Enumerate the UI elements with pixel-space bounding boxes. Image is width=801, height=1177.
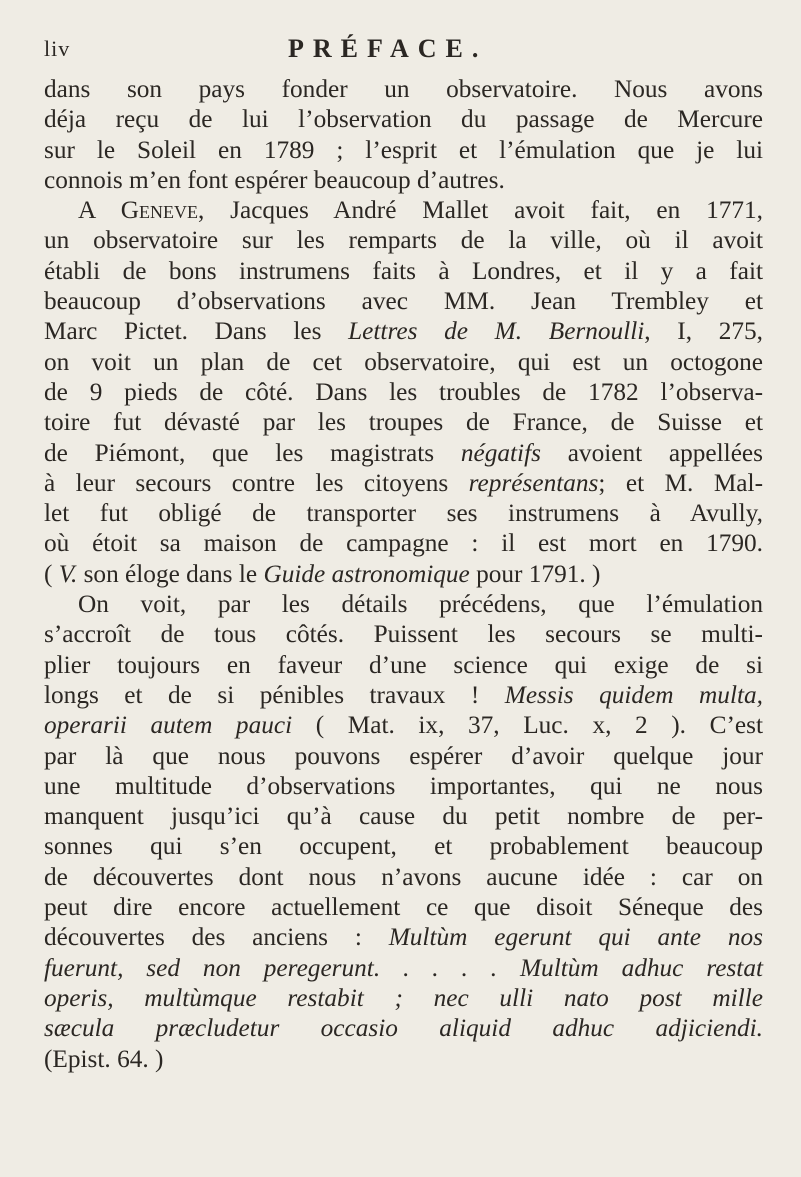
text-line	[44, 953, 763, 983]
text-segment: , Jacques André Mallet avoit fait, en 1771,	[197, 196, 763, 225]
text-segment: (Epist. 64. )	[44, 1044, 164, 1073]
text-segment: déja reçu de lui l’observation du passage de Mercure	[44, 105, 763, 134]
italic-text: Guide astronomique	[263, 559, 470, 588]
body-text	[44, 74, 763, 1074]
text-segment: de 9 pieds de côté. Dans les troubles de 1782 l’observa-	[44, 377, 763, 406]
text-segment: dans son pays fonder un observatoire. Nous avons	[44, 75, 763, 103]
text-line	[44, 1044, 763, 1074]
text-segment: let fut obligé de transporter ses instrumens à Avully,	[44, 499, 763, 528]
text-line	[44, 710, 763, 740]
text-segment: plier toujours en faveur d’une science qui exige de si	[44, 650, 763, 679]
italic-text: operis, multùmque restabit ; nec ulli nato post mille	[44, 983, 763, 1012]
text-segment: sonnes qui s’en occupent, et probablement beaucoup	[44, 832, 763, 861]
text-segment: peut dire encore actuellement ce que disoit Séneque des	[44, 893, 763, 922]
text-segment: pour 1791. )	[469, 559, 601, 588]
text-line	[44, 619, 763, 649]
text-line	[44, 286, 763, 316]
text-line	[44, 256, 763, 286]
text-segment: établi de bons instrumens faits à Londres, et il y a fait	[44, 256, 763, 285]
italic-text: operarii autem pauci	[44, 711, 293, 740]
text-line	[44, 104, 763, 134]
text-line	[44, 862, 763, 892]
text-line	[44, 1013, 763, 1043]
text-line	[44, 528, 763, 558]
text-segment: connois m’en font espérer beaucoup d’autres.	[44, 165, 505, 194]
text-line	[44, 650, 763, 680]
text-line	[44, 559, 763, 589]
text-line	[44, 135, 763, 165]
text-line	[44, 801, 763, 831]
text-segment: avoient appellées	[540, 438, 763, 467]
page-header	[44, 30, 763, 74]
italic-text: V.	[58, 559, 78, 588]
text-segment: manquent jusqu’ici qu’à cause du petit nombre de per-	[44, 802, 763, 831]
text-segment: (	[44, 559, 59, 588]
text-segment: longs et de si pénibles travaux !	[44, 680, 505, 709]
italic-text: Multùm egerunt qui ante nos	[388, 923, 763, 952]
text-line	[44, 741, 763, 771]
text-segment: s’accroît de tous côtés. Puissent les secours se multi-	[44, 620, 763, 649]
text-segment: à leur secours contre les citoyens	[44, 468, 469, 497]
text-segment: une multitude d’observations importantes, qui ne nous	[44, 771, 763, 800]
text-segment: découvertes des anciens :	[44, 923, 389, 952]
text-line	[44, 892, 763, 922]
text-segment: ( Mat. ix, 37, Luc. x, 2 ). C’est	[292, 711, 763, 740]
text-segment: on voit un plan de cet observatoire, qui est un octogone	[44, 347, 763, 376]
text-line	[44, 74, 763, 104]
text-line	[44, 407, 763, 437]
text-line	[44, 831, 763, 861]
text-segment: son éloge dans le	[77, 559, 264, 588]
text-segment: de Piémont, que les magistrats	[44, 438, 461, 467]
text-line	[44, 468, 763, 498]
text-segment: Marc Pictet. Dans les	[44, 317, 349, 346]
italic-text: sæcula præcludetur occasio aliquid adhuc adjiciendi.	[44, 1014, 763, 1043]
page-number: liv	[44, 36, 71, 61]
text-segment: par là que nous pouvons espérer d’avoir quelque jour	[44, 741, 763, 770]
text-segment: , I, 275,	[644, 317, 763, 346]
text-line	[44, 498, 763, 528]
text-segment: où étoit sa maison de campagne : il est mort en 1790.	[44, 529, 763, 558]
text-line	[44, 589, 763, 619]
italic-text: Messis quidem multa,	[504, 680, 763, 709]
text-segment: On voit, par les détails précédens, que l’émulation	[78, 590, 763, 619]
text-segment: ; et M. Mal-	[598, 468, 763, 497]
text-line	[44, 316, 763, 346]
text-line	[44, 680, 763, 710]
italic-text: représentans	[468, 468, 599, 497]
text-line	[44, 195, 763, 225]
text-line	[44, 165, 763, 195]
small-caps-text: Geneve	[120, 196, 198, 225]
text-segment: A	[78, 196, 121, 225]
italic-text: fuerunt, sed non peregerunt. . . . . Multùm adhuc restat	[44, 953, 763, 982]
text-line	[44, 771, 763, 801]
text-line	[44, 347, 763, 377]
text-line	[44, 438, 763, 468]
italic-text: négatifs	[460, 438, 541, 467]
text-segment: de découvertes dont nous n’avons aucune idée : car on	[44, 862, 763, 891]
text-line	[44, 922, 763, 952]
running-title: PRÉFACE.	[288, 34, 488, 63]
text-line	[44, 983, 763, 1013]
italic-text: Lettres de M. Bernoulli	[348, 317, 645, 346]
text-line	[44, 225, 763, 255]
text-segment: sur le Soleil en 1789 ; l’esprit et l’émulation que je lui	[44, 135, 763, 164]
text-line	[44, 377, 763, 407]
text-segment: toire fut dévasté par les troupes de France, de Suisse et	[44, 408, 763, 437]
text-segment: un observatoire sur les remparts de la ville, où il avoit	[44, 226, 763, 255]
text-segment: beaucoup d’observations avec MM. Jean Trembley et	[44, 287, 763, 316]
